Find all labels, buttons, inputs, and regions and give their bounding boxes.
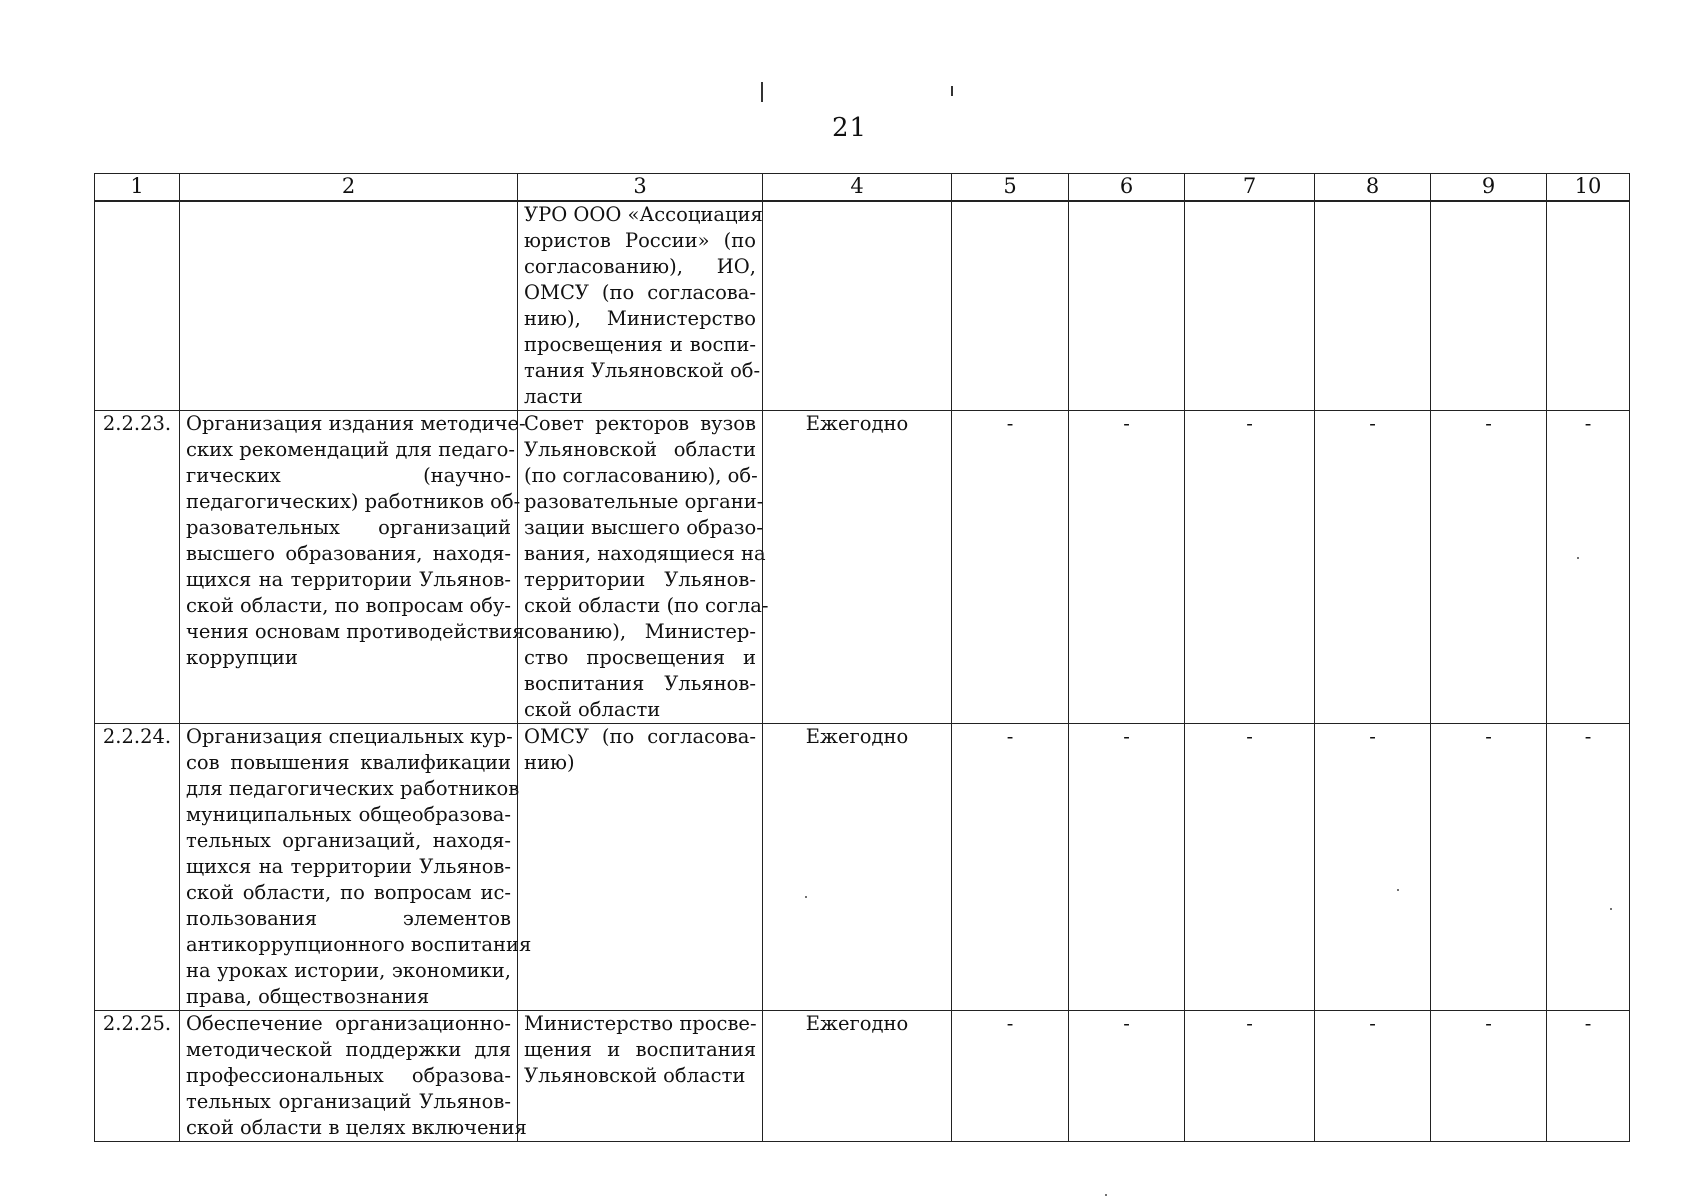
column-header-10: 10 xyxy=(1547,174,1630,202)
value-col-6: - xyxy=(1069,724,1185,1011)
text-line: Обеспечение организационно- xyxy=(186,1012,511,1035)
item-number: 2.2.25. xyxy=(95,1011,180,1142)
value-col-10: - xyxy=(1547,1011,1630,1142)
text-line: коррупции xyxy=(186,646,298,669)
text-line: ство просвещения и xyxy=(524,646,756,669)
scan-mark xyxy=(761,82,763,102)
column-header-5: 5 xyxy=(952,174,1069,202)
value-col-5: - xyxy=(952,724,1069,1011)
text-line: ОМСУ (по согласова- xyxy=(524,725,756,748)
column-header-2: 2 xyxy=(180,174,518,202)
text-line: ских рекомендаций для педаго- xyxy=(186,438,515,461)
text-line: щихся на территории Ульянов- xyxy=(186,855,511,878)
executors xyxy=(518,1011,763,1142)
value-col-9: - xyxy=(1431,411,1547,724)
text-line: пользования элементов xyxy=(186,907,511,930)
action-description xyxy=(180,411,526,724)
value-col-10: - xyxy=(1547,411,1630,724)
text-line: ской области в целях включения xyxy=(186,1116,527,1139)
text-line: зации высшего образо- xyxy=(524,516,763,539)
text-line: тельных организаций Ульянов- xyxy=(186,1090,511,1113)
action-description xyxy=(180,724,532,1011)
text-line: Ульяновской области xyxy=(524,1064,746,1087)
text-line: Организация издания методиче- xyxy=(186,412,526,435)
scan-speck xyxy=(1105,1194,1107,1196)
item-number: 2.2.23. xyxy=(95,411,180,724)
text-line: территории Ульянов- xyxy=(524,568,756,591)
text-line: ской области, по вопросам ис- xyxy=(186,881,511,904)
value-col-10: - xyxy=(1547,724,1630,1011)
text-line: УРО ООО «Ассоциация xyxy=(524,203,763,226)
item-number xyxy=(95,201,180,411)
executors xyxy=(518,201,763,411)
text-line: щения и воспитания xyxy=(524,1038,756,1061)
scan-mark xyxy=(951,86,953,96)
table-body xyxy=(95,201,1630,1142)
value-col-6: - xyxy=(1069,411,1185,724)
text-line: ской области xyxy=(524,698,661,721)
table-row xyxy=(95,201,1630,411)
text-line: методической поддержки для xyxy=(186,1038,511,1061)
value-col-9: - xyxy=(1431,1011,1547,1142)
text-line: Совет ректоров вузов xyxy=(524,412,756,435)
text-line: согласованию), ИО, xyxy=(524,255,756,278)
value-col-7: - xyxy=(1185,724,1315,1011)
table-row xyxy=(95,1011,1630,1142)
column-header-3: 3 xyxy=(518,174,763,202)
text-line: антикоррупционного воспитания xyxy=(186,933,532,956)
text-line: вания, находящиеся на xyxy=(524,542,766,565)
column-header-7: 7 xyxy=(1185,174,1315,202)
text-line: Ульяновской области xyxy=(524,438,756,461)
table-row xyxy=(95,411,1630,724)
text-line: (по согласованию), об- xyxy=(524,464,758,487)
text-line: сов повышения квалификации xyxy=(186,751,511,774)
term xyxy=(763,201,952,411)
text-line: нию) xyxy=(524,751,575,774)
column-header-4: 4 xyxy=(763,174,952,202)
text-line: профессиональных образова- xyxy=(186,1064,511,1087)
term: Ежегодно xyxy=(763,411,952,724)
value-col-10 xyxy=(1547,201,1630,411)
text-line: педагогических) работников об- xyxy=(186,490,521,513)
value-col-5: - xyxy=(952,1011,1069,1142)
item-number: 2.2.24. xyxy=(95,724,180,1011)
text-line: ласти xyxy=(524,385,583,408)
column-header-9: 9 xyxy=(1431,174,1547,202)
text-line: гических (научно- xyxy=(186,464,511,487)
value-col-8: - xyxy=(1315,724,1431,1011)
text-line: тания Ульяновской об- xyxy=(524,359,761,382)
table-row xyxy=(95,724,1630,1011)
term: Ежегодно xyxy=(763,1011,952,1142)
text-line: тельных организаций, находя- xyxy=(186,829,511,852)
text-line: на уроках истории, экономики, xyxy=(186,959,511,982)
value-col-9 xyxy=(1431,201,1547,411)
page-number: 21 xyxy=(831,113,868,143)
value-col-8: - xyxy=(1315,1011,1431,1142)
value-col-5 xyxy=(952,201,1069,411)
text-line: муниципальных общеобразова- xyxy=(186,803,511,826)
value-col-7 xyxy=(1185,201,1315,411)
text-line: просвещения и воспи- xyxy=(524,333,756,356)
executors xyxy=(518,724,763,1011)
measures-table xyxy=(94,173,1630,1142)
action-description xyxy=(180,201,518,411)
value-col-6 xyxy=(1069,201,1185,411)
value-col-5: - xyxy=(952,411,1069,724)
action-description xyxy=(180,1011,527,1142)
text-line: щихся на территории Ульянов- xyxy=(186,568,511,591)
text-line: юристов России» (по xyxy=(524,229,756,252)
value-col-7: - xyxy=(1185,1011,1315,1142)
term: Ежегодно xyxy=(763,724,952,1011)
text-line: ской области (по согла- xyxy=(524,594,769,617)
text-line: чения основам противодействия xyxy=(186,620,525,643)
text-line: Организация специальных кур- xyxy=(186,725,513,748)
executors xyxy=(518,411,769,724)
column-header-6: 6 xyxy=(1069,174,1185,202)
value-col-7: - xyxy=(1185,411,1315,724)
text-line: нию), Министерство xyxy=(524,307,756,330)
value-col-8: - xyxy=(1315,411,1431,724)
text-line: ОМСУ (по согласова- xyxy=(524,281,756,304)
text-line: разовательные органи- xyxy=(524,490,764,513)
header-row xyxy=(95,174,1630,202)
text-line: Министерство просве- xyxy=(524,1012,757,1035)
text-line: воспитания Ульянов- xyxy=(524,672,756,695)
text-line: высшего образования, находя- xyxy=(186,542,511,565)
text-line: права, обществознания xyxy=(186,985,430,1008)
value-col-8 xyxy=(1315,201,1431,411)
text-line: для педагогических работников xyxy=(186,777,520,800)
text-line: ской области, по вопросам обу- xyxy=(186,594,511,617)
column-header-8: 8 xyxy=(1315,174,1431,202)
text-line: разовательных организаций xyxy=(186,516,511,539)
value-col-6: - xyxy=(1069,1011,1185,1142)
column-header-1: 1 xyxy=(95,174,180,202)
value-col-9: - xyxy=(1431,724,1547,1011)
text-line: сованию), Министер- xyxy=(524,620,756,643)
